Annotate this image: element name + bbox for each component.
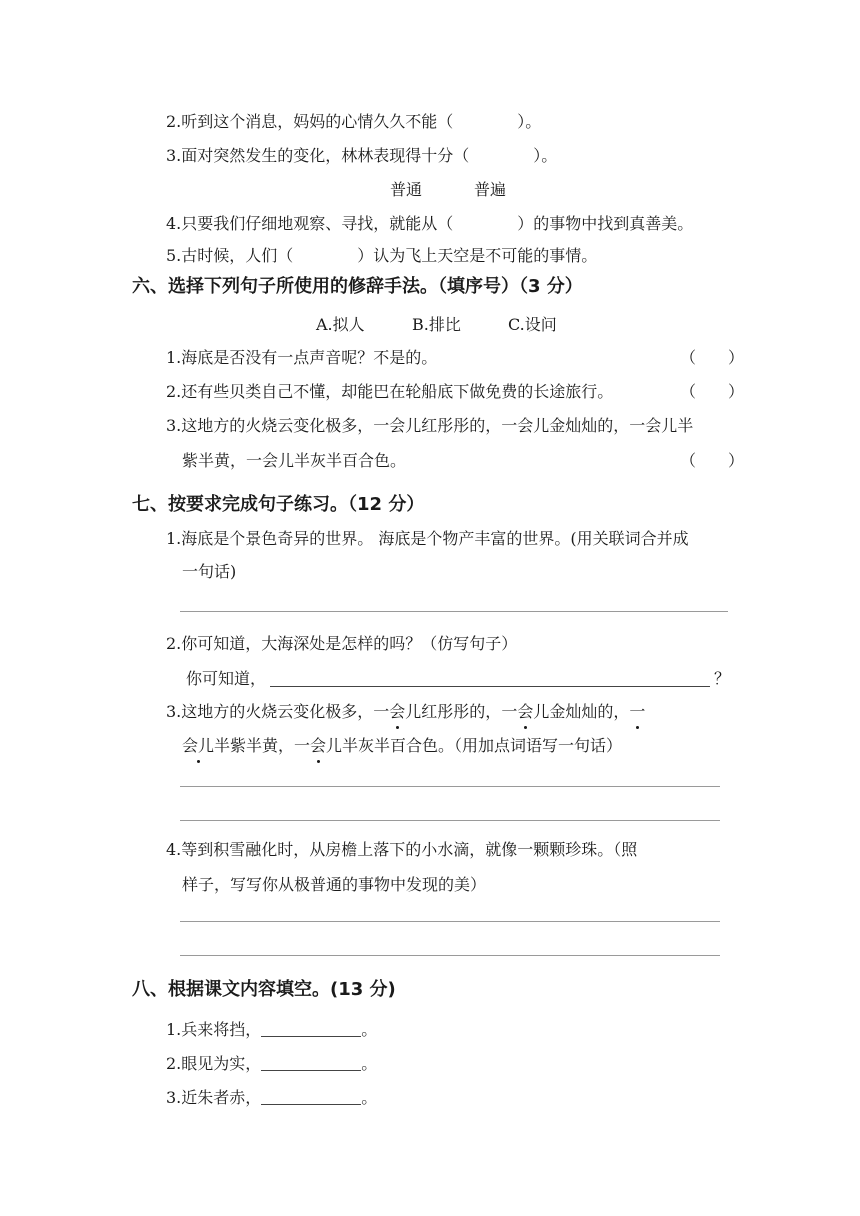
answer-line-7-4a[interactable] xyxy=(180,921,720,922)
word-option-1: 普通 xyxy=(390,180,423,199)
question-7-1-line2: 一句话) xyxy=(182,562,237,581)
question-7-2-line1: 2.你可知道，大海深处是怎样的吗？（仿写句子） xyxy=(166,634,518,653)
question-7-4-line1: 4.等到积雪融化时，从房檐上落下的小水滴，就像一颗颗珍珠。（照 xyxy=(166,840,638,859)
rhetoric-option-b: B.排比 xyxy=(412,315,461,334)
question-5-4: 4.只要我们仔细地观察、寻找，就能从（ ）的事物中找到真善美。 xyxy=(166,214,694,233)
answer-blank-8-1[interactable] xyxy=(261,1022,361,1037)
rhetoric-option-c: C.设问 xyxy=(508,315,557,334)
question-6-3-line2: 紫半黄，一会儿半灰半百合色。 xyxy=(182,451,407,470)
answer-bracket-6-2[interactable]: （ ） xyxy=(680,382,745,401)
dotted-word: 一 xyxy=(629,702,646,721)
question-7-3-line1: 3.这地方的火烧云变化极多，一会儿红彤彤的，一会儿金灿灿的，一 xyxy=(166,702,646,721)
rhetoric-option-a: A.拟人 xyxy=(316,315,365,334)
answer-bracket-6-1[interactable]: （ ） xyxy=(680,348,745,367)
question-6-2: 2.还有些贝类自己不懂，却能巴在轮船底下做免费的长途旅行。 xyxy=(166,382,614,401)
section-7-title: 七、按要求完成句子练习。（12 分） xyxy=(132,494,425,515)
question-8-2: 2.眼见为实， 。 xyxy=(166,1054,378,1073)
answer-line-7-3b[interactable] xyxy=(180,820,720,821)
question-8-3: 3.近朱者赤， 。 xyxy=(166,1088,378,1107)
answer-line-7-3a[interactable] xyxy=(180,786,720,787)
question-5-2: 2.听到这个消息，妈妈的心情久久不能（ ）。 xyxy=(166,112,542,131)
question-7-3-line2: 会儿半紫半黄，一会儿半灰半百合色。（用加点词语写一句话） xyxy=(182,736,623,755)
question-7-2-prefix: 你可知道， xyxy=(186,669,267,688)
dotted-word: 一会儿 xyxy=(373,702,422,721)
question-8-1: 1.兵来将挡， 。 xyxy=(166,1020,378,1039)
question-5-5: 5.古时候，人们（ ）认为飞上天空是不可能的事情。 xyxy=(166,246,598,265)
dotted-word: 一会儿 xyxy=(501,702,550,721)
word-option-2: 普遍 xyxy=(474,180,507,199)
answer-line-7-4b[interactable] xyxy=(180,955,720,956)
section-8-title: 八、根据课文内容填空。(13 分) xyxy=(132,979,396,1000)
answer-blank-8-3[interactable] xyxy=(261,1090,361,1105)
question-6-3-line1: 3.这地方的火烧云变化极多，一会儿红彤彤的，一会儿金灿灿的，一会儿半 xyxy=(166,416,694,435)
answer-line-7-2[interactable] xyxy=(270,686,710,687)
question-6-1: 1.海底是否没有一点声音呢？不是的。 xyxy=(166,348,438,367)
dotted-word: 会儿 xyxy=(182,736,215,755)
answer-line-7-1[interactable] xyxy=(180,611,728,612)
question-7-1-line1: 1.海底是个景色奇异的世界。 海底是个物产丰富的世界。(用关联词合并成 xyxy=(166,529,689,548)
dotted-word: 一会儿 xyxy=(294,736,343,755)
answer-bracket-6-3[interactable]: （ ） xyxy=(680,451,745,470)
question-7-2-suffix: ？ xyxy=(714,669,731,688)
question-7-4-line2: 样子，写写你从极普通的事物中发现的美） xyxy=(182,875,487,894)
section-6-title: 六、选择下列句子所使用的修辞手法。（填序号）（3 分） xyxy=(132,276,583,297)
answer-blank-8-2[interactable] xyxy=(261,1056,361,1071)
question-5-3: 3.面对突然发生的变化，林林表现得十分（ ）。 xyxy=(166,146,558,165)
